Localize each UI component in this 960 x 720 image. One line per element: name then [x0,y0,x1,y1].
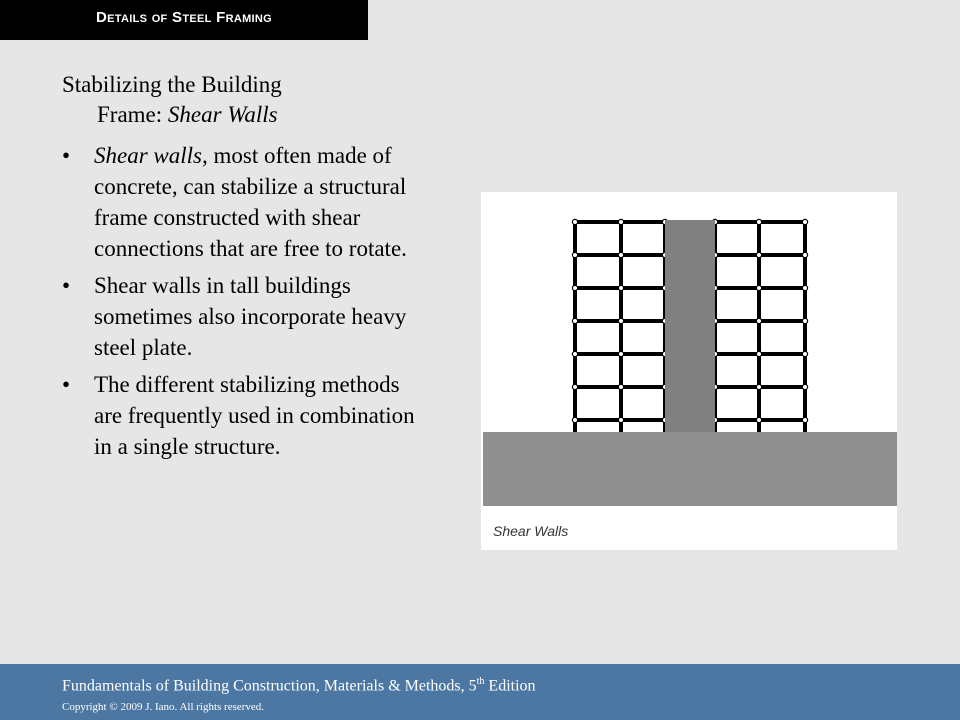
bullet-text: most often made of concrete, can stabilize a structural frame constructed with shear connections that are free to rotate. [94,143,407,261]
slide-title: Details of Steel Framing [96,9,272,26]
subtitle-line-2 [62,100,422,130]
shear-wall-figure [481,192,897,550]
pin-joint [572,252,577,257]
footer-book-title [62,676,536,695]
pin-joint [756,285,761,290]
bullet-dot: • [62,273,71,298]
pin-joint [802,417,807,422]
pin-joint [756,417,761,422]
pin-joint [756,219,761,224]
pin-joint [802,252,807,257]
bullet-text: Shear walls in tall buildings sometimes also incorporate heavy steel plate. [94,273,407,360]
edition-superscript: th [476,676,485,687]
shear-wall-diagram [481,192,897,550]
slide-title-tab [0,0,368,40]
book-title-text: Fundamentals of Building Construction, Materials & Methods, 5 [62,677,477,695]
pin-joint [618,384,623,389]
subtitle-prefix: Frame: [97,102,168,127]
ground-slab [483,432,897,506]
bullet-dot: • [62,372,71,397]
pin-joint [572,219,577,224]
pin-joint [802,285,807,290]
pin-joint [572,285,577,290]
pin-joint [756,252,761,257]
bullet-item [62,270,422,363]
pin-joint [802,219,807,224]
pin-joint [802,384,807,389]
bullet-dot: • [62,143,71,168]
bullet-italic: Shear walls, [94,143,208,168]
bullet-list [62,140,422,468]
shear-wall-core [665,220,715,432]
pin-joint [756,351,761,356]
subtitle-line-1: Stabilizing the Building [62,72,282,97]
bullet-item [62,369,422,462]
pin-joint [618,285,623,290]
bullet-item [62,140,422,264]
pin-joint [802,351,807,356]
pin-joint [572,417,577,422]
pin-joint [572,318,577,323]
footer-bar [0,664,960,720]
pin-joint [618,219,623,224]
edition-suffix: Edition [484,677,536,695]
pin-joint [618,318,623,323]
pin-joint [572,351,577,356]
pin-joint [802,318,807,323]
footer-copyright: Copyright © 2009 J. Iano. All rights reserved. [62,701,265,713]
pin-joint [618,351,623,356]
figure-caption: Shear Walls [493,523,569,539]
pin-joint [618,252,623,257]
pin-joint [572,384,577,389]
subtitle-italic: Shear Walls [167,102,278,127]
bullet-text: The different stabilizing methods are frequently used in combination in a single structure. [94,372,415,459]
slide-subtitle [62,70,422,130]
pin-joint [618,417,623,422]
pin-joint [756,384,761,389]
pin-joint [756,318,761,323]
